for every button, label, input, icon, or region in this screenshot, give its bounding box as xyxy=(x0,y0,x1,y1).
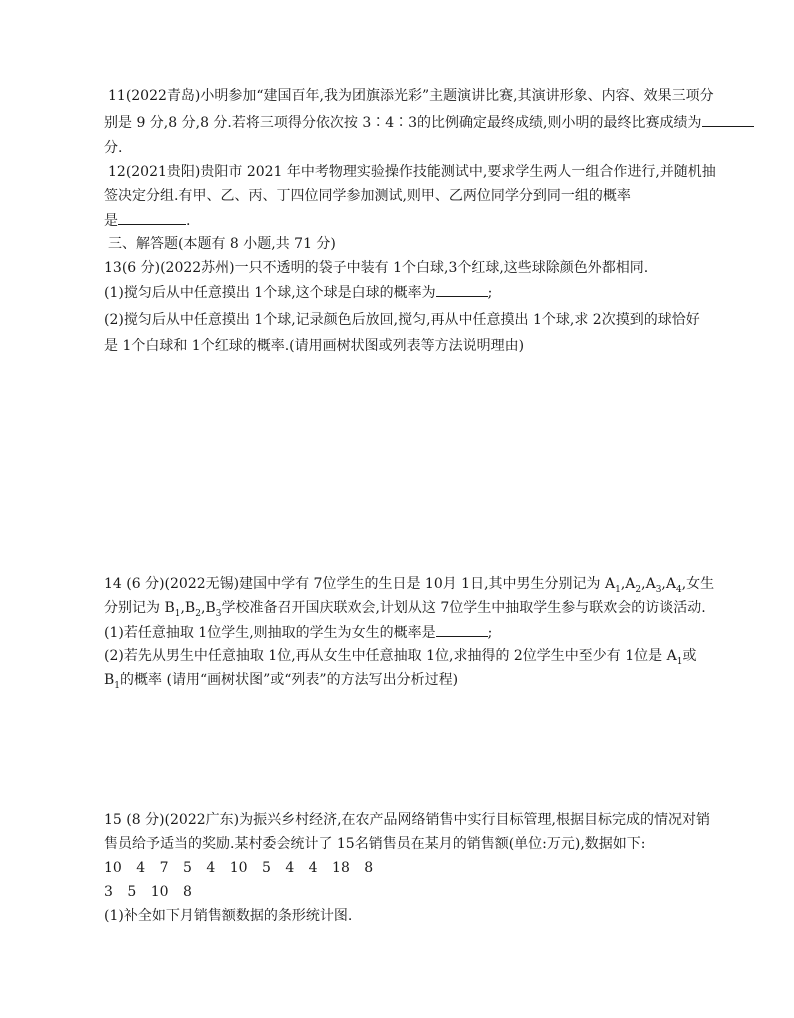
q13-part1-end: ; xyxy=(487,285,493,301)
q14-part2-line2: $B_1$的概率 (请用“画树状图”或“列表”的方法写出分析过程) xyxy=(104,672,459,691)
q14-part2-line2-end: 的概率 (请用“画树状图”或“列表”的方法写出分析过程) xyxy=(120,672,459,688)
q14-line2-end: 学校准备召开国庆联欢会,计划从这 7位学生中抽取学生参与联欢会的访谈活动. xyxy=(221,600,706,616)
q12-answer-blank[interactable] xyxy=(118,210,186,225)
q15-part1: (1)补全如下月销售额数据的条形统计图. xyxy=(104,908,353,924)
q15-data-row2: 3 5 10 8 xyxy=(104,884,192,900)
q11-line2-text: 别是 9 分,8 分,8 分.若将三项得分依次按 3∶4∶3的比例确定最终成绩,则小明的最终比赛成绩为 xyxy=(104,115,702,131)
q14-answer-blank[interactable] xyxy=(436,622,488,637)
q12-line1: 12(2021贵阳)贵阳市 2021 年中考物理实验操作技能测试中,要求学生两人一组合作进行,并随机抽 xyxy=(108,164,716,180)
q11-line2 xyxy=(104,112,754,133)
q12-line3-suffix: . xyxy=(186,213,191,229)
q11-line1: 11(2022青岛)小明参加“建国百年,我为团旗添光彩”主题演讲比赛,其演讲形象、内容、效果三项分 xyxy=(108,88,714,104)
q15-line1: 15 (8 分)(2022广东)为振兴乡村经济,在农产品网络销售中实行目标管理,根据目标完成的情况对销 xyxy=(104,812,710,828)
q14-line1-end: ,女生 xyxy=(681,576,715,592)
q14-part2-line1-text: (2)若先从男生中任意抽取 1位,再从女生中任意抽取 1位,求抽得的 2位学生中至少有 1位是 A xyxy=(104,648,677,664)
q14-part1 xyxy=(104,622,492,643)
q14-line1-text: 14 (6 分)(2022无锡)建国中学有 7位学生的生日是 10月 1日,其中男生分别记为 A xyxy=(104,576,616,592)
q13-part2-line2: 是 1个白球和 1个红球的概率.(请用画树状图或列表等方法说明理由) xyxy=(104,338,525,354)
q12-line3-prefix: 是 xyxy=(104,213,118,229)
q14-line1: 14 (6 分)(2022无锡)建国中学有 7位学生的生日是 10月 1日,其中男生分别记为 $A_1,A_2,A_3,A_4$,女生 xyxy=(104,576,715,595)
q14-part2-line1-end: 或 xyxy=(682,648,697,664)
q11-line3: 分. xyxy=(104,140,123,156)
q13-part1-text: (1)搅匀后从中任意摸出 1个球,这个球是白球的概率为 xyxy=(104,285,436,301)
q13-answer-blank[interactable] xyxy=(436,282,488,297)
section-heading: 三、解答题(本题有 8 小题,共 71 分) xyxy=(108,236,336,252)
q14-part1-end: ; xyxy=(487,625,493,641)
q13-part2-line1: (2)搅匀后从中任意摸出 1个球,记录颜色后放回,搅匀,再从中任意摸出 1个球,求 2次摸到的球恰好 xyxy=(104,312,700,328)
q14-part2-line2-start: B xyxy=(104,672,115,688)
q14-part1-text: (1)若任意抽取 1位学生,则抽取的学生为女生的概率是 xyxy=(104,625,436,641)
q14-part2-line1: (2)若先从男生中任意抽取 1位,再从女生中任意抽取 1位,求抽得的 2位学生中至少有 1位是 $A_1$或 xyxy=(104,648,697,667)
q14-line2-start: 分别记为 B xyxy=(104,600,175,616)
q14-line2: 分别记为 $B_1,B_2,B_3$学校准备召开国庆联欢会,计划从这 7位学生中抽取学生参与联欢会的访谈活动. xyxy=(104,600,706,619)
q12-line3 xyxy=(104,210,190,231)
q11-answer-blank[interactable] xyxy=(702,112,754,127)
q12-line2: 签决定分组.有甲、乙、丙、丁四位同学参加测试,则甲、乙两位同学分到同一组的概率 xyxy=(104,188,631,204)
q15-data-row1: 10 4 7 5 4 10 5 4 4 18 8 xyxy=(104,860,374,876)
q13-line1: 13(6 分)(2022苏州)一只不透明的袋子中装有 1个白球,3个红球,这些球除颜色外都相同. xyxy=(104,260,649,276)
q15-line2: 售员给予适当的奖励.某村委会统计了 15名销售员在某月的销售额(单位:万元),数据如下: xyxy=(104,836,646,852)
q13-part1 xyxy=(104,282,492,303)
